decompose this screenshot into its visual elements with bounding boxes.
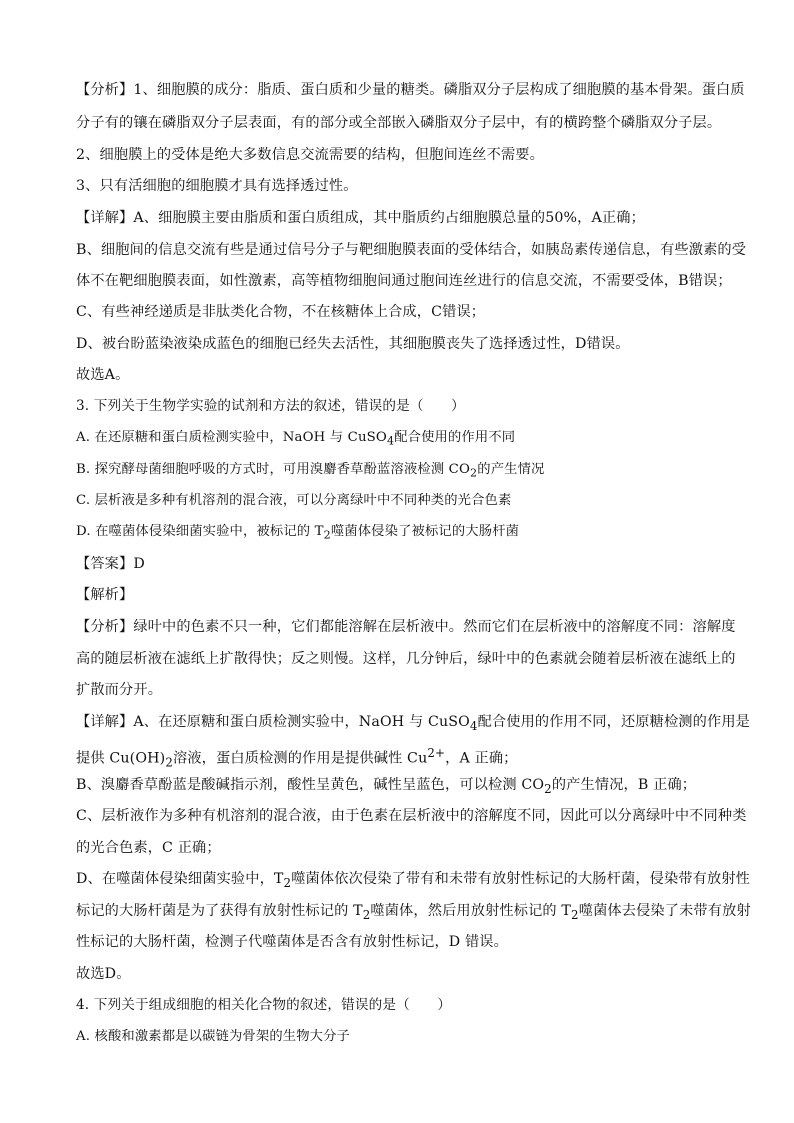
q3-detail-a-line-2: 提供 $Cu(OH)_2$溶液，蛋白质检测的作用是提供碱性 $Cu^{2+}$，A 正确； bbox=[76, 746, 518, 770]
question-3-option-b: B. 探究酵母菌细胞呼吸的方式时，可用溴麝香草酚蓝溶液检测 $CO_2$的产生情况 bbox=[76, 462, 545, 480]
answer-label: 【答案】D bbox=[76, 556, 145, 572]
detail-option-b-line-2: 体不在靶细胞膜表面，如性激素，高等植物细胞间通过胞间连丝进行的信息交流，不需要受体，B错误； bbox=[76, 273, 732, 289]
q3-detail-d-line-1: D、在噬菌体侵染细菌实验中，$T_2$噬菌体依次侵染了带有和未带有放射性标记的大肠杆菌，侵染带有放射性 bbox=[76, 871, 751, 890]
analysis-point-3: 3、只有活细胞的细胞膜才具有选择透过性。 bbox=[76, 178, 358, 194]
detail-option-a: 【详解】A、细胞膜主要由脂质和蛋白质组成，其中脂质约占细胞膜总量的50%，A正确； bbox=[76, 210, 645, 226]
explanation-label: 【解析】 bbox=[76, 587, 134, 603]
analysis-line-1: 【分析】1、细胞膜的成分：脂质、蛋白质和少量的糖类。磷脂双分子层构成了细胞膜的基本骨架。蛋白质 bbox=[76, 82, 745, 98]
conclusion: 故选A。 bbox=[76, 367, 130, 383]
q3-analysis-line-1: 【分析】绿叶中的色素不只一种，它们都能溶解在层析液中。然而它们在层析液中的溶解度不同：溶解度 bbox=[76, 619, 736, 635]
detail-option-d: D、被台盼蓝染液染成蓝色的细胞已经失去活性，其细胞膜丧失了选择透过性，D错误。 bbox=[76, 336, 630, 352]
question-3-option-d: D. 在噬菌体侵染细菌实验中，被标记的 $T_2$噬菌体侵染了被标记的大肠杆菌 bbox=[76, 524, 520, 542]
question-3-option-a: A. 在还原糖和蛋白质检测实验中，NaOH 与 CuSO$_4$配合使用的作用不同 bbox=[76, 430, 516, 448]
q3-detail-d-line-3: 性标记的大肠杆菌，检测子代噬菌体是否含有放射性标记，D 错误。 bbox=[76, 934, 508, 950]
q3-detail-b: B、溴麝香草酚蓝是酸碱指示剂，酸性呈黄色，碱性呈蓝色，可以检测 $CO_2$的产生情况，B 正确； bbox=[76, 777, 697, 796]
detail-option-b-line-1: B、细胞间的信息交流有些是通过信号分子与靶细胞膜表面的受体结合，如胰岛素传递信息，有些激素的受 bbox=[76, 242, 747, 258]
q3-detail-c-line-1: C、层析液作为多种有机溶剂的混合液，由于色素在层析液中的溶解度不同，因此可以分离绿叶中不同种类 bbox=[76, 808, 747, 824]
analysis-line-2: 分子有的镶在磷脂双分子层表面，有的部分或全部嵌入磷脂双分子层中，有的横跨整个磷脂双分子层。 bbox=[76, 115, 722, 131]
q3-detail-d-line-2: 标记的大肠杆菌是为了获得有放射性标记的 $T_2$噬菌体，然后用放射性标记的 $T_2$噬菌体去侵染了未带有放射 bbox=[76, 903, 751, 922]
question-3-option-c: C. 层析液是多种有机溶剂的混合液，可以分离绿叶中不同种类的光合色素 bbox=[76, 493, 512, 508]
q3-analysis-line-2: 高的随层析液在滤纸上扩散得快；反之则慢。这样，几分钟后，绿叶中的色素就会随着层析液在滤纸上的 bbox=[76, 651, 736, 667]
analysis-point-2: 2、细胞膜上的受体是绝大多数信息交流需要的结构，但胞间连丝不需要。 bbox=[76, 147, 544, 163]
q3-analysis-line-3: 扩散而分开。 bbox=[76, 682, 163, 698]
q3-detail-a-line-1: 【详解】A、在还原糖和蛋白质检测实验中，NaOH 与 CuSO$_4$配合使用的作用不同，还原糖检测的作用是 bbox=[76, 714, 750, 733]
question-4-option-a: A. 核酸和激素都是以碳链为骨架的生物大分子 bbox=[76, 1029, 350, 1044]
q3-conclusion: 故选D。 bbox=[76, 966, 131, 982]
question-3-stem: 3. 下列关于生物学实验的试剂和方法的叙述，错误的是（ ） bbox=[76, 398, 465, 414]
q3-detail-c-line-2: 的光合色素，C 正确； bbox=[76, 840, 221, 856]
detail-option-c: C、有些神经递质是非肽类化合物，不在核糖体上合成，C错误； bbox=[76, 304, 486, 320]
question-4-stem: 4. 下列关于组成细胞的相关化合物的叙述，错误的是（ ） bbox=[76, 997, 452, 1013]
